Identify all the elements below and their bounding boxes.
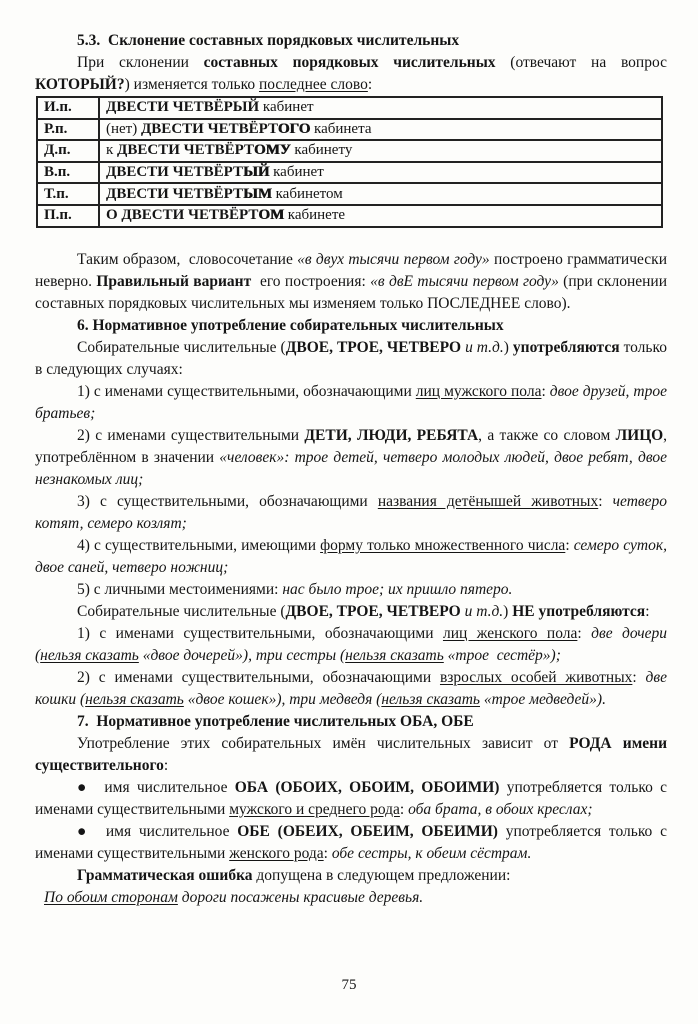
text-segment: ● имя числительное — [77, 778, 235, 796]
text-segment: две кошки ( — [35, 668, 667, 708]
text-segment: ОМ — [258, 207, 285, 224]
text-segment: употребляется только с именами существительными — [35, 822, 667, 862]
case-value-cell — [99, 97, 662, 119]
text-segment: Собирательные числительные ( — [77, 338, 286, 356]
text-segment: ДВЕСТИ ЧЕТВЁРЫЙ — [106, 99, 260, 116]
text-segment: Правильный вариант — [96, 272, 252, 290]
text-segment: «в двух тысячи первом году» — [297, 250, 490, 268]
bullet-oba — [35, 777, 667, 821]
text-segment: 6. Нормативное употребление собирательных числительных — [77, 316, 504, 334]
para-grammar-error — [35, 865, 667, 887]
text-segment: : — [541, 382, 550, 400]
section-7-heading — [35, 711, 667, 733]
text-segment: , употреблённом в значении — [35, 426, 668, 466]
text-segment: : — [323, 844, 332, 862]
text-segment: : — [399, 800, 409, 818]
text-segment: 5.3. Склонение составных порядковых числительных — [77, 32, 460, 49]
text-segment: кабинета — [310, 120, 372, 137]
case-label-cell: Д.п. — [37, 140, 99, 162]
text-segment: названия детёнышей животных — [377, 492, 599, 510]
text-segment: ) — [503, 338, 513, 356]
text-segment: Грамматическая ошибка — [77, 866, 253, 884]
case-label-cell: В.п. — [37, 162, 99, 184]
text-segment: взрослых особей животных — [439, 668, 633, 686]
text-segment: «человек»: трое детей, четверо молодых людей, двое ребят, двое незнакомых лиц; — [35, 448, 667, 488]
text-segment: нельзя сказать — [345, 646, 444, 664]
text-segment: семеро суток, двое саней, четверо ножниц; — [35, 536, 667, 576]
text-segment: нельзя сказать — [40, 646, 139, 664]
case-label-cell: И.п. — [37, 97, 99, 119]
para-oba-obe-intro — [35, 733, 667, 777]
para-example-sentence — [35, 887, 667, 909]
text-segment: ДВЕСТИ ЧЕТВЁРТ — [106, 185, 243, 202]
text-segment: ДВОЕ, ТРОЕ, ЧЕТВЕРО — [285, 338, 462, 356]
table-row — [37, 205, 662, 227]
page-content — [35, 30, 667, 909]
text-segment: Таким образом, словосочетание — [77, 250, 298, 268]
text-segment: , а также со словом — [478, 426, 616, 444]
text-segment: (нет) — [106, 120, 141, 137]
text-segment: составных порядковых числительных — [203, 54, 496, 71]
text-segment: «трое медведей»). — [480, 690, 606, 708]
text-segment: «в двЕ тысячи первом году» — [370, 272, 559, 290]
text-segment: ) — [503, 602, 513, 620]
text-segment: РОДА имени существительного — [35, 734, 667, 774]
case-label-cell: Т.п. — [37, 183, 99, 205]
text-segment: 1) с именами существительными, обозначающими — [77, 382, 416, 400]
text-segment: 3) с существительными, обозначающими — [77, 492, 378, 510]
case-value-cell — [99, 183, 662, 205]
text-segment: ) изменяется только — [124, 76, 259, 93]
text-segment: 4) с существительными, имеющими — [77, 536, 321, 554]
text-segment: ДВЕСТИ ЧЕТВЁРТ — [140, 120, 278, 137]
text-segment: и т.д. — [464, 602, 504, 620]
not-used-item-2 — [35, 667, 667, 711]
text-segment: ДЕТИ, ЛЮДИ, РЕБЯТА — [304, 426, 479, 444]
text-segment: кабинету — [290, 142, 353, 159]
text-segment: оба брата, в обоих креслах; — [408, 800, 593, 818]
text-segment: нельзя сказать — [381, 690, 480, 708]
text-segment: две дочери ( — [35, 624, 667, 664]
used-item-3 — [35, 491, 667, 535]
para-declension-intro — [35, 52, 667, 96]
text-segment: кабинетом — [271, 185, 343, 202]
text-segment: дороги посажены красивые деревья. — [177, 888, 424, 906]
text-segment: 2) с именами существительными, обозначающими — [77, 668, 440, 686]
text-segment: обе сестры, к обеим сёстрам. — [331, 844, 532, 862]
case-declension-table — [36, 96, 663, 228]
text-segment: : — [645, 602, 650, 620]
page-number: 75 — [341, 977, 357, 993]
used-item-5 — [35, 579, 667, 601]
text-segment: : — [577, 624, 592, 642]
text-segment: (при склонении составных порядковых числительных мы изменяем только ПОСЛЕДНЕЕ слово). — [35, 272, 667, 312]
text-segment: ОБА (ОБОИХ, ОБОИМ, ОБОИМИ) — [234, 778, 500, 796]
table-row — [37, 97, 662, 119]
text-segment: «двое дочерей»), три сестры ( — [138, 646, 346, 664]
para-takim-obrazom — [35, 249, 667, 315]
text-segment: О ДВЕСТИ ЧЕТВЁРТ — [106, 207, 259, 224]
section-6-heading — [35, 315, 667, 337]
text-segment: Употребление этих собирательных имён числительных зависит от — [77, 734, 570, 752]
text-segment: 5) с личными местоимениями: — [77, 580, 283, 598]
text-segment: ОМУ — [253, 142, 291, 159]
text-segment: употребляются — [512, 338, 620, 356]
text-segment: КОТОРЫЙ? — [35, 76, 125, 93]
text-segment: только в следующих случаях: — [35, 338, 667, 378]
text-segment: ЫЙ — [242, 164, 270, 181]
para-collective-intro — [35, 337, 667, 381]
text-segment: ОГО — [277, 120, 311, 137]
text-segment: ДВЕСТИ ЧЕТВЁРТ — [117, 142, 254, 159]
text-segment: форму только множественного числа — [320, 536, 566, 554]
text-segment: 1) с именами существительными, обозначающими — [77, 624, 443, 642]
bullet-obe — [35, 821, 667, 865]
text-segment: НЕ употребляются — [512, 602, 646, 620]
case-value-cell — [99, 205, 662, 227]
text-segment: : — [632, 668, 646, 686]
text-segment: : — [163, 756, 169, 774]
text-segment: мужского и среднего рода — [229, 800, 400, 818]
used-item-2 — [35, 425, 667, 491]
text-segment: : — [598, 492, 613, 510]
text-segment: : — [367, 76, 373, 93]
table-row — [37, 183, 662, 205]
text-segment: 2) с именами существительными — [77, 426, 305, 444]
text-segment: 7. Нормативное употребление числительных ОБА, ОБЕ — [77, 712, 474, 730]
case-value-cell — [99, 140, 662, 162]
table-row — [37, 162, 662, 184]
table-row — [37, 119, 662, 141]
text-segment: : — [565, 536, 574, 554]
text-segment: лиц мужского пола — [415, 382, 542, 400]
text-segment: четверо котят, семеро козлят; — [35, 492, 667, 532]
text-segment: и т.д. — [465, 338, 504, 356]
text-segment: ДВОЕ, ТРОЕ, ЧЕТВЕРО — [285, 602, 461, 620]
case-value-cell — [99, 119, 662, 141]
text-segment: нас было трое; их пришло пятеро. — [282, 580, 513, 598]
used-item-1 — [35, 381, 667, 425]
text-segment: ДВЕСТИ ЧЕТВЁРТ — [106, 164, 243, 181]
text-segment: При склонении — [77, 54, 204, 71]
table-row — [37, 140, 662, 162]
text-segment: употребляется только с именами существительными — [35, 778, 667, 818]
text-segment: лиц женского пола — [442, 624, 578, 642]
text-segment: кабинет — [269, 164, 324, 181]
text-segment: Собирательные числительные ( — [77, 602, 286, 620]
case-value-cell — [99, 162, 662, 184]
text-segment: ● имя числительное — [77, 822, 238, 840]
text-segment: последнее слово — [258, 76, 368, 93]
para-collective-not-used — [35, 601, 667, 623]
not-used-item-1 — [35, 623, 667, 667]
text-segment: ЛИЦО — [615, 426, 664, 444]
text-segment: к — [106, 142, 118, 159]
section-5-3-heading — [35, 30, 667, 52]
text-segment: допущена в следующем предложении: — [252, 866, 511, 884]
text-segment: кабинете — [284, 207, 346, 224]
text-segment: (отвечают на вопрос — [495, 54, 667, 71]
case-label-cell: Р.п. — [37, 119, 99, 141]
text-segment: «трое сестёр»); — [443, 646, 561, 664]
text-segment: построено грамматически неверно. — [35, 250, 667, 290]
used-item-4 — [35, 535, 667, 579]
text-segment: кабинет — [259, 99, 314, 116]
text-segment: «двое кошек»), три медведя ( — [183, 690, 382, 708]
text-segment: нельзя сказать — [85, 690, 184, 708]
text-segment: женского рода — [229, 844, 324, 862]
text-segment: По обоим сторонам — [44, 888, 178, 906]
text-segment: двое друзей, трое братьев; — [35, 382, 667, 422]
case-label-cell: П.п. — [37, 205, 99, 227]
text-segment: ЫМ — [242, 185, 272, 202]
text-segment: ОБЕ (ОБЕИХ, ОБЕИМ, ОБЕИМИ) — [237, 822, 498, 840]
text-segment: его построения: — [251, 272, 371, 290]
